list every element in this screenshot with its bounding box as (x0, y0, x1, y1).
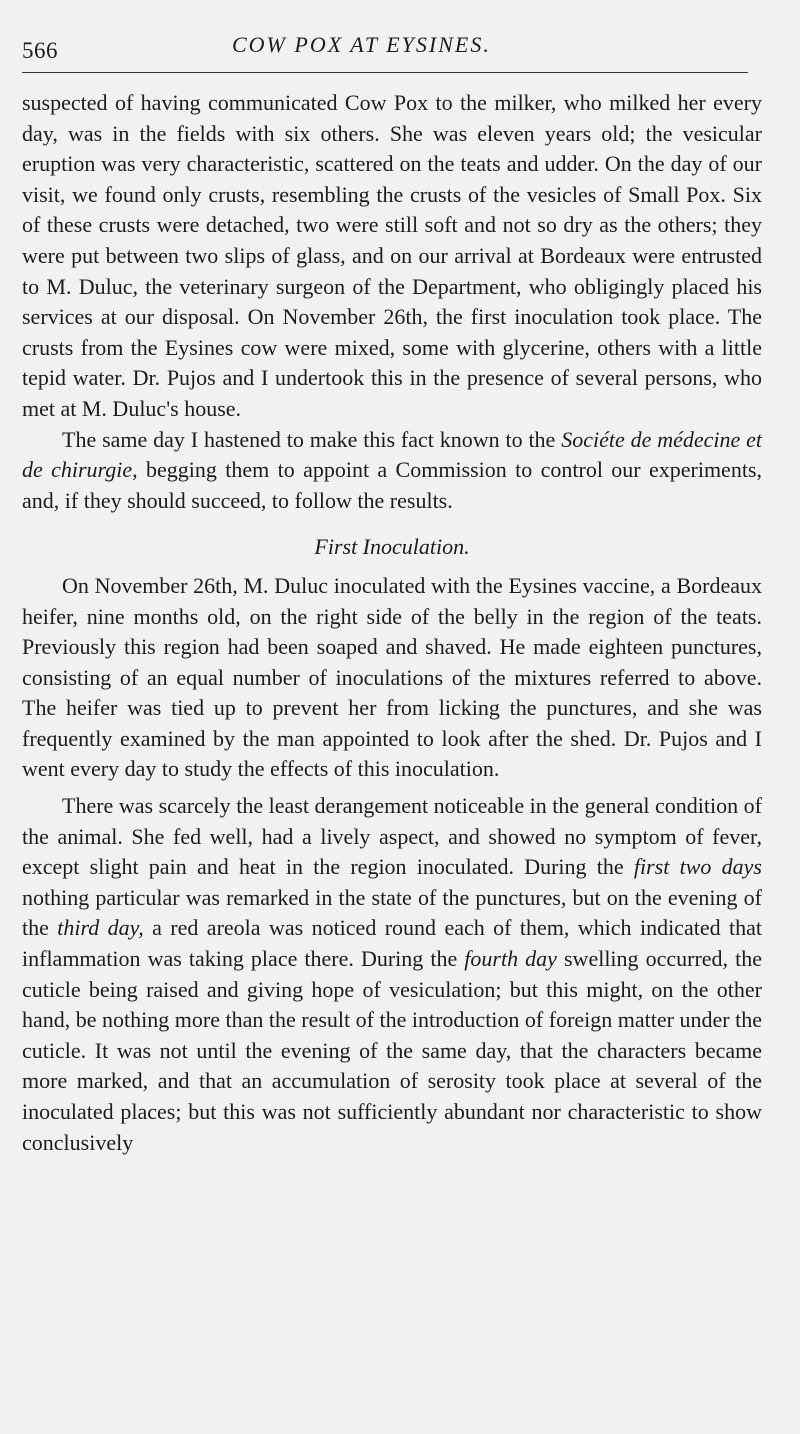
paragraph-text: swelling occurred, the cuticle being raised and giving hope of vesiculation; but this might, on the other hand, be nothing more than the result of the introduction of foreign matter under the cuticle. It was not until the evening of the same day, that the characters became more marked, and that an accumulation of serosity took place at several of the inoculated places; but this was not sufficiently abundant nor characteristic to show conclusively (22, 946, 763, 1155)
paragraph-commission (22, 425, 762, 517)
paragraph-text: The same day I hastened to make this fact known to the (62, 426, 562, 452)
body-text (22, 88, 762, 1158)
header-rule (22, 72, 748, 73)
page-number: 566 (22, 38, 58, 63)
paragraph-text: a red areola was noticed round each of them, which indicated that inflammation was taking place there. During the (22, 915, 762, 972)
italic-phrase: third day, (57, 915, 144, 941)
society-name-italic: Sociéte de médecine et de chirurgie, (22, 426, 762, 483)
paragraph-text: There was scarcely the least derangement noticeable in the general condition of the animal. She fed well, had a lively aspect, and showed no symptom of fever, except slight pain and heat in the region inoculated. During the (22, 793, 762, 880)
italic-phrase: first two days (633, 854, 762, 880)
paragraph-text: begging them to appoint a Commission to control our experiments, and, if they should succeed, to follow the results. (22, 457, 762, 513)
italic-phrase: fourth day (464, 946, 557, 972)
paragraph-observations (22, 791, 762, 1158)
running-head (22, 30, 762, 70)
running-title: COW POX AT EYSINES. (232, 32, 491, 57)
paragraph-text: nothing particular was remarked in the state of the punctures, but on the evening of the (22, 884, 762, 941)
paragraph-continuation: suspected of having communicated Cow Pox to the milker, who milked her every day, was in the fields with six others. She was eleven years old; the vesicular eruption was very characteristic, scattered on the teats and udder. On the day of our visit, we found only crusts, resembling the crusts of the vesicles of Small Pox. Six of these crusts were detached, two were still soft and not so dry as the others; they were put between two slips of glass, and on our arrival at Bordeaux were entrusted to M. Duluc, the veterinary surgeon of the Department, who obligingly placed his services at our disposal. On November 26th, the first inoculation took place. The crusts from the Eysines cow were mixed, some with glycerine, others with a little tepid water. Dr. Pujos and I undertook this in the presence of several persons, who met at M. Duluc's house. (22, 90, 762, 421)
paragraph-first-inoculation: On November 26th, M. Duluc inoculated with the Eysines vaccine, a Bordeaux heifer, nine months old, on the right side of the belly in the region of the teats. Previously this region had been soaped and shaved. He made eighteen punctures, consisting of an equal number of inoculations of the mixtures referred to above. The heifer was tied up to prevent her from licking the punctures, and she was frequently examined by the man appointed to look after the shed. Dr. Pujos and I went every day to study the effects of this inoculation. (22, 572, 762, 782)
section-heading: First Inoculation. (314, 534, 470, 560)
